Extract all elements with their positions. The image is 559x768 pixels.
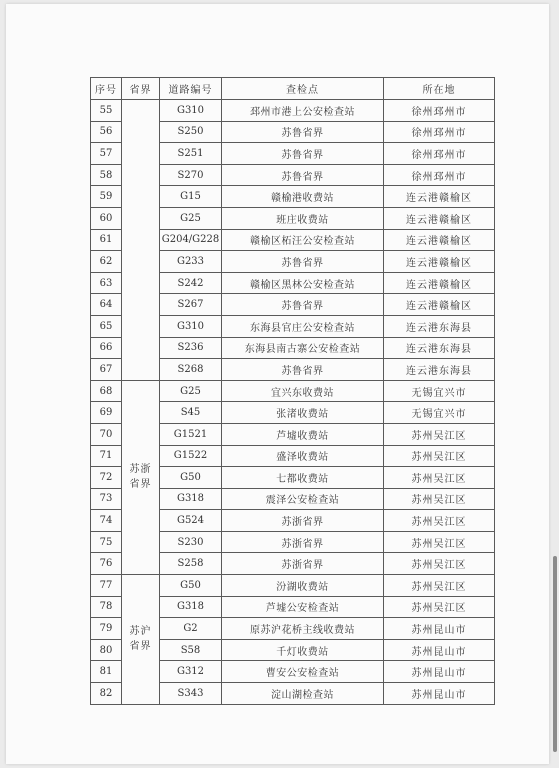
row-number: 66 xyxy=(91,337,122,359)
road-number: G50 xyxy=(160,467,222,489)
province-border-label-line1: 苏浙 xyxy=(129,464,152,476)
checkpoint-name: 赣榆港收费站 xyxy=(222,186,384,208)
checkpoint-location: 连云港东海县 xyxy=(384,337,495,359)
road-number: G2 xyxy=(160,618,222,640)
row-number: 61 xyxy=(91,229,122,251)
row-number: 63 xyxy=(91,272,122,294)
road-number: S45 xyxy=(160,402,222,424)
row-number: 76 xyxy=(91,553,122,575)
road-number: G25 xyxy=(160,380,222,402)
checkpoint-name: 宜兴东收费站 xyxy=(222,380,384,402)
scrollbar-thumb[interactable] xyxy=(553,556,557,752)
road-number: G318 xyxy=(160,596,222,618)
row-number: 70 xyxy=(91,423,122,445)
checkpoint-location: 连云港赣榆区 xyxy=(384,294,495,316)
checkpoint-name: 震泽公安检查站 xyxy=(222,488,384,510)
checkpoint-name: 千灯收费站 xyxy=(222,639,384,661)
road-number: S250 xyxy=(160,121,222,143)
checkpoint-location: 无锡宜兴市 xyxy=(384,402,495,424)
checkpoint-name: 苏鲁省界 xyxy=(222,143,384,165)
road-number: G312 xyxy=(160,661,222,683)
row-number: 55 xyxy=(91,100,122,122)
checkpoint-location: 苏州吴江区 xyxy=(384,488,495,510)
checkpoint-name: 张渚收费站 xyxy=(222,402,384,424)
checkpoint-name: 曹安公安检查站 xyxy=(222,661,384,683)
row-number: 82 xyxy=(91,683,122,705)
checkpoint-location: 苏州吴江区 xyxy=(384,553,495,575)
road-number: S268 xyxy=(160,359,222,381)
checkpoint-location: 苏州吴江区 xyxy=(384,467,495,489)
road-number: G310 xyxy=(160,315,222,337)
row-number: 68 xyxy=(91,380,122,402)
row-number: 58 xyxy=(91,164,122,186)
row-number: 65 xyxy=(91,315,122,337)
checkpoint-name: 苏鲁省界 xyxy=(222,121,384,143)
road-number: G25 xyxy=(160,207,222,229)
checkpoint-location: 苏州吴江区 xyxy=(384,531,495,553)
checkpoint-location: 徐州邳州市 xyxy=(384,143,495,165)
checkpoint-name: 苏鲁省界 xyxy=(222,164,384,186)
row-number: 75 xyxy=(91,531,122,553)
checkpoint-name: 芦墟收费站 xyxy=(222,423,384,445)
checkpoint-location: 徐州邳州市 xyxy=(384,164,495,186)
document-page xyxy=(6,4,549,764)
checkpoint-name: 淀山湖检查站 xyxy=(222,683,384,705)
road-number: G204/G228 xyxy=(160,229,222,251)
checkpoint-location: 苏州吴江区 xyxy=(384,510,495,532)
checkpoint-name: 七都收费站 xyxy=(222,467,384,489)
road-number: S258 xyxy=(160,553,222,575)
checkpoint-location: 苏州吴江区 xyxy=(384,423,495,445)
row-number: 56 xyxy=(91,121,122,143)
checkpoint-location: 徐州邳州市 xyxy=(384,100,495,122)
header-checkpoint: 查检点 xyxy=(222,78,384,100)
row-number: 73 xyxy=(91,488,122,510)
checkpoint-name: 东海县官庄公安检查站 xyxy=(222,315,384,337)
checkpoint-location: 连云港赣榆区 xyxy=(384,272,495,294)
checkpoint-name: 苏浙省界 xyxy=(222,510,384,532)
row-number: 60 xyxy=(91,207,122,229)
row-number: 64 xyxy=(91,294,122,316)
road-number: G1521 xyxy=(160,423,222,445)
checkpoint-location: 无锡宜兴市 xyxy=(384,380,495,402)
checkpoint-name: 苏鲁省界 xyxy=(222,359,384,381)
table-header-row xyxy=(91,78,495,100)
header-no: 序号 xyxy=(91,78,122,100)
checkpoint-location: 连云港东海县 xyxy=(384,359,495,381)
row-number: 62 xyxy=(91,251,122,273)
checkpoint-location: 苏州昆山市 xyxy=(384,618,495,640)
row-number: 72 xyxy=(91,467,122,489)
checkpoint-name: 苏浙省界 xyxy=(222,553,384,575)
road-number: S343 xyxy=(160,683,222,705)
checkpoint-location: 苏州吴江区 xyxy=(384,596,495,618)
checkpoint-location: 苏州昆山市 xyxy=(384,639,495,661)
road-number: G524 xyxy=(160,510,222,532)
table-body xyxy=(91,100,495,705)
road-number: G318 xyxy=(160,488,222,510)
table-row xyxy=(91,380,495,402)
road-number: G310 xyxy=(160,100,222,122)
checkpoint-location: 连云港赣榆区 xyxy=(384,186,495,208)
row-number: 59 xyxy=(91,186,122,208)
road-number: S230 xyxy=(160,531,222,553)
row-number: 80 xyxy=(91,639,122,661)
checkpoint-name: 邳州市港上公安检查站 xyxy=(222,100,384,122)
province-border-cell xyxy=(122,575,160,705)
checkpoint-name: 苏鲁省界 xyxy=(222,251,384,273)
header-location: 所在地 xyxy=(384,78,495,100)
road-number: S236 xyxy=(160,337,222,359)
checkpoint-name: 赣榆区黑林公安检查站 xyxy=(222,272,384,294)
road-number: S242 xyxy=(160,272,222,294)
road-number: S251 xyxy=(160,143,222,165)
road-number: S267 xyxy=(160,294,222,316)
checkpoint-location: 徐州邳州市 xyxy=(384,121,495,143)
checkpoint-name: 苏浙省界 xyxy=(222,531,384,553)
table-row xyxy=(91,575,495,597)
checkpoint-location: 连云港赣榆区 xyxy=(384,207,495,229)
checkpoint-location: 连云港赣榆区 xyxy=(384,229,495,251)
row-number: 77 xyxy=(91,575,122,597)
checkpoint-name: 盛泽收费站 xyxy=(222,445,384,467)
checkpoint-location: 苏州吴江区 xyxy=(384,575,495,597)
checkpoint-location: 苏州昆山市 xyxy=(384,683,495,705)
row-number: 81 xyxy=(91,661,122,683)
road-number: S58 xyxy=(160,639,222,661)
row-number: 69 xyxy=(91,402,122,424)
road-number: G1522 xyxy=(160,445,222,467)
checkpoint-name: 东海县南古寨公安检查站 xyxy=(222,337,384,359)
checkpoint-name: 班庄收费站 xyxy=(222,207,384,229)
checkpoint-table xyxy=(90,77,495,705)
row-number: 79 xyxy=(91,618,122,640)
province-border-cell xyxy=(122,100,160,381)
province-border-label-line1: 苏沪 xyxy=(129,626,152,638)
table-row xyxy=(91,100,495,122)
checkpoint-name: 赣榆区柘汪公安检查站 xyxy=(222,229,384,251)
checkpoint-location: 苏州昆山市 xyxy=(384,661,495,683)
checkpoint-name: 原苏沪花桥主线收费站 xyxy=(222,618,384,640)
row-number: 57 xyxy=(91,143,122,165)
checkpoint-location: 苏州吴江区 xyxy=(384,445,495,467)
row-number: 78 xyxy=(91,596,122,618)
province-border-label-line2: 省界 xyxy=(129,479,152,491)
road-number: S270 xyxy=(160,164,222,186)
province-border-label-line2: 省界 xyxy=(129,641,152,653)
header-road-number: 道路编号 xyxy=(160,78,222,100)
row-number: 74 xyxy=(91,510,122,532)
checkpoint-location: 连云港赣榆区 xyxy=(384,251,495,273)
row-number: 71 xyxy=(91,445,122,467)
header-province-border: 省界 xyxy=(122,78,160,100)
checkpoint-name: 芦墟公安检查站 xyxy=(222,596,384,618)
road-number: G50 xyxy=(160,575,222,597)
row-number: 67 xyxy=(91,359,122,381)
province-border-cell xyxy=(122,380,160,574)
road-number: G15 xyxy=(160,186,222,208)
road-number: G233 xyxy=(160,251,222,273)
checkpoint-location: 连云港东海县 xyxy=(384,315,495,337)
checkpoint-name: 苏鲁省界 xyxy=(222,294,384,316)
checkpoint-name: 汾湖收费站 xyxy=(222,575,384,597)
